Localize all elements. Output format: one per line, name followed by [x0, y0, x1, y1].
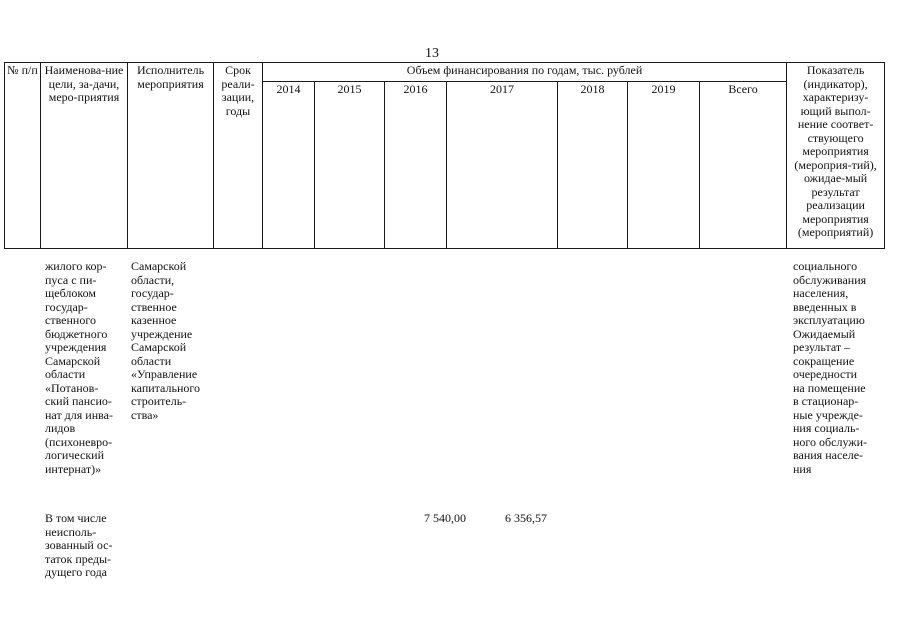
col-header-financing: Объем финансирования по годам, тыс. рублей [263, 63, 787, 82]
row1-executor: Самарской области, государ- ственное казенное учреждение Самарской области «Управление капитального строитель- ства» [131, 259, 200, 422]
year-2016: 2016 [385, 82, 447, 249]
row2-name: В том числе неисполь- зованный ос- таток преды- дущего года [45, 511, 113, 579]
col-header-executor: Исполнитель мероприятия [128, 63, 214, 249]
col-header-term: Срок реали-зации, годы [214, 63, 263, 249]
col-header-indicator: Показатель (индикатор), характеризу-ющий выпол-нение соответ-ствующего мероприятия (мероприя-тий), ожидае-мый результат реализации мероприятия (мероприятий) [787, 63, 885, 249]
row2-value-2017: 6 356,57 [505, 511, 547, 525]
year-2018: 2018 [558, 82, 628, 249]
year-total: Всего [700, 82, 787, 249]
year-2017: 2017 [447, 82, 558, 249]
row1-name: жилого кор- пуса с пи- щеблоком государ- ственного бюджетного учреждения Самарской области «Потанов- ский пансио- нат для инва- лидов (психоневро- логический интернат)» [45, 259, 113, 476]
year-2014: 2014 [263, 82, 315, 249]
row1-indicator: социального обслуживания населения, введенных в эксплуатацию Ожидаемый результат – сокращение очередности на помещение в стационар- ные учрежде- ния социаль- ного обслужи- вания населе- ния [793, 259, 868, 476]
col-header-name: Наименова-ние цели, за-дачи, меро-приятия [41, 63, 128, 249]
table-header [4, 62, 885, 249]
row2-value-2016: 7 540,00 [424, 511, 466, 525]
page-number: 13 [425, 46, 439, 61]
year-2015: 2015 [315, 82, 385, 249]
year-2019: 2019 [628, 82, 700, 249]
col-header-num: № п/п [5, 63, 41, 249]
table-body [0, 260, 905, 640]
